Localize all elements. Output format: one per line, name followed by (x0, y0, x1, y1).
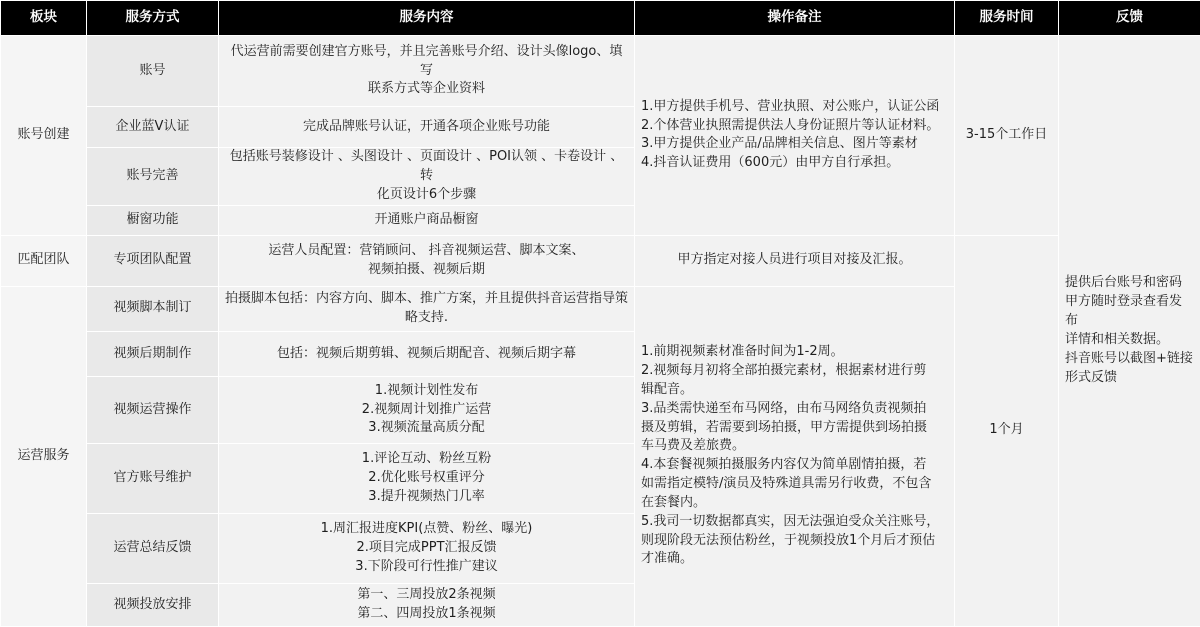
text-line: 1.评论互动、粉丝互粉 (361, 451, 492, 467)
mode-cell: 视频投放安排 (87, 584, 219, 627)
content-cell (219, 332, 635, 377)
mode-cell: 视频后期制作 (87, 332, 219, 377)
text-line: 形式反馈 (1065, 369, 1118, 385)
text-line: 3.视频流量高质分配 (368, 420, 485, 436)
content-cell (219, 443, 635, 513)
table-row (1, 235, 1200, 286)
text-line: 开通账户商品橱窗 (374, 212, 479, 228)
text-line: 在套餐内。 (641, 494, 707, 510)
content-cell (219, 147, 635, 205)
section-team: 匹配团队 (1, 235, 87, 286)
text-line: 略支持. (404, 309, 449, 325)
text-line: 包括：视频后期剪辑、视频后期配音、视频后期字幕 (276, 345, 576, 361)
content-cell (219, 36, 635, 107)
text-line: 拍摄脚本包括：内容方向、脚本、推广方案，并且提供抖音运营指导策 (225, 291, 629, 307)
text-line: 3.品类需快递至布马网络，由布马网络负责视频拍 (641, 400, 927, 416)
mode-cell: 橱窗功能 (87, 206, 219, 235)
header-mode: 服务方式 (87, 1, 219, 36)
mode-cell: 企业蓝V认证 (87, 107, 219, 148)
content-cell (219, 376, 635, 443)
text-line: 摄及剪辑，若需要到场拍摄，甲方需提供到场拍摄 (641, 419, 928, 435)
text-line: 提供后台账号和密码 (1065, 275, 1183, 291)
text-line: 1.前期视频素材准备时间为1-2周。 (641, 344, 844, 360)
text-line: 1.视频计划性发布 (374, 382, 479, 398)
mode-cell: 官方账号维护 (87, 443, 219, 513)
text-line: 1.周汇报进度KPI(点赞、粉丝、曝光) (320, 521, 533, 537)
header-content: 服务内容 (219, 1, 635, 36)
notes-account (635, 36, 955, 236)
text-line: 化页设计6个步骤 (376, 186, 477, 202)
mode-cell: 账号完善 (87, 147, 219, 205)
mode-cell: 视频脚本制订 (87, 286, 219, 332)
text-line: 才准确。 (641, 551, 694, 567)
mode-cell: 视频运营操作 (87, 376, 219, 443)
mode-cell: 专项团队配置 (87, 235, 219, 286)
text-line: 2.优化账号权重评分 (368, 470, 485, 486)
content-cell (219, 206, 635, 235)
mode-cell: 运营总结反馈 (87, 514, 219, 584)
text-line: 详情和相关数据。 (1065, 332, 1170, 347)
text-line: 2.个体营业执照需提供法人身份证照片等认证材料。 (641, 117, 940, 133)
text-line: 1.甲方提供手机号、营业执照、对公账户，认证公函 (641, 98, 940, 114)
header-time: 服务时间 (955, 1, 1059, 36)
content-cell (219, 514, 635, 584)
text-line: 3.甲方提供企业产品/品牌相关信息、图片等素材 (641, 136, 918, 152)
text-line: 如需指定模特/演员及特殊道具需另行收费，不包含 (641, 476, 932, 492)
text-line: 抖音账号以截图+链接 (1065, 350, 1193, 366)
header-section: 板块 (1, 1, 87, 36)
time-account: 3-15个工作日 (955, 36, 1059, 236)
text-line: 辑配音。 (641, 381, 694, 397)
text-line: 4.抖音认证费用（600元）由甲方自行承担。 (641, 155, 900, 171)
text-line: 甲方随时登录查看发布 (1065, 294, 1183, 329)
content-cell (219, 286, 635, 332)
section-ops: 运营服务 (1, 286, 87, 627)
text-line: 2.视频每月初将全部拍摄完素材，根据素材进行剪 (641, 363, 927, 379)
text-line: 运营人员配置：营销顾问、 抖音视频运营、脚本文案、 (268, 242, 585, 258)
text-line: 完成品牌账号认证，开通各项企业账号功能 (302, 118, 550, 134)
text-line: 3.下阶段可行性推广建议 (355, 559, 498, 575)
section-account: 账号创建 (1, 36, 87, 236)
text-line: 则现阶段无法预估粉丝，于视频投放1个月后才预估 (641, 532, 936, 548)
header-row (1, 1, 1200, 36)
text-line: 联系方式等企业资料 (367, 81, 485, 97)
text-line: 第一、三周投放2条视频 (357, 587, 496, 603)
text-line: 5.我司一切数据都真实，因无法强迫受众关注账号， (641, 513, 940, 529)
header-notes: 操作备注 (635, 1, 955, 36)
text-line: 4.本套餐视频拍摄服务内容仅为简单剧情拍摄，若 (641, 457, 927, 473)
feedback-cell (1059, 36, 1200, 627)
header-feedback: 反馈 (1059, 1, 1200, 36)
text-line: 视频拍摄、视频后期 (367, 261, 485, 277)
text-line: 3.提升视频热门几率 (368, 488, 485, 504)
time-ops: 1个月 (955, 235, 1059, 626)
text-line: 第二、四周投放1条视频 (357, 606, 496, 622)
mode-cell: 账号 (87, 36, 219, 107)
text-line: 包括账号装修设计 、头图设计 、页面设计 、POI认领 、卡卷设计 、转 (229, 149, 624, 184)
text-line: 2.项目完成PPT汇报反馈 (356, 540, 497, 556)
notes-ops (635, 286, 955, 627)
content-cell (219, 107, 635, 148)
text-line: 代运营前需要创建官方账号，并且完善账号介绍、设计头像logo、填写 (230, 43, 623, 78)
text-line: 2.视频周计划推广运营 (361, 401, 492, 417)
content-cell (219, 584, 635, 627)
notes-team: 甲方指定对接人员进行项目对接及汇报。 (635, 235, 955, 286)
table-row (1, 36, 1200, 107)
text-line: 车马费及差旅费。 (641, 438, 746, 454)
content-cell (219, 235, 635, 286)
